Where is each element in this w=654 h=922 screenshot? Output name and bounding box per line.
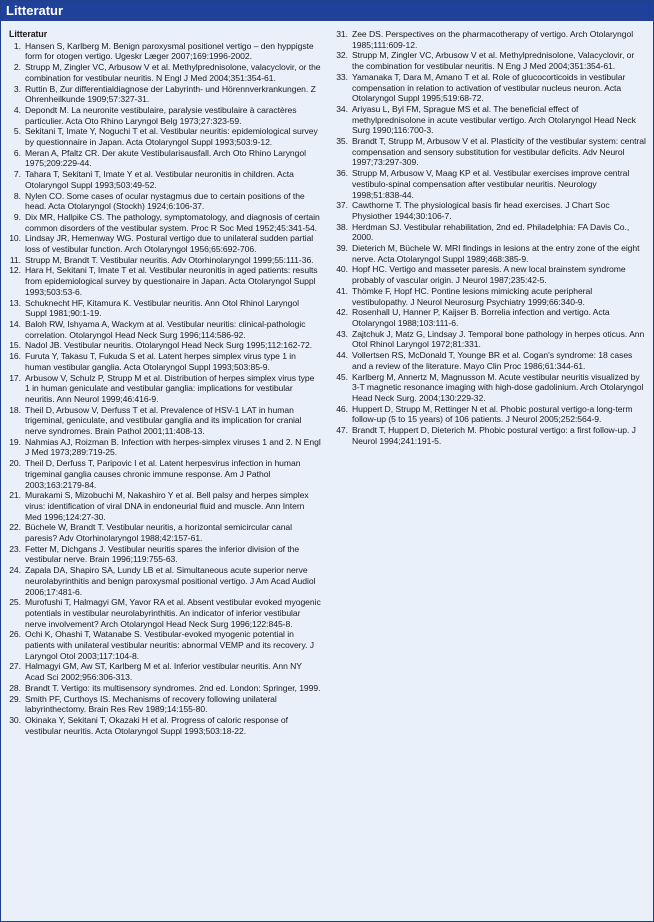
reference-item: [9, 694, 321, 715]
reference-item: [9, 126, 321, 147]
reference-text: Zapala DA, Shapiro SA, Lundy LB et al. Simultaneous acute superior nerve neurolabyrinthitis and benign paroxysmal positional vertigo. J Am Acad Audiol 2006;17:481-6.: [25, 565, 316, 597]
reference-number: 30.: [9, 715, 21, 725]
section-title: Litteratur: [9, 29, 48, 39]
reference-text: Strupp M, Zingler VC, Arbusow V et al. Methylprednisolone, Valacyclovir, or the combination for vestibular neuritis. N Eng J Med 2004;351:354-61.: [352, 50, 635, 72]
reference-number: 18.: [9, 404, 21, 415]
reference-number: 35.: [336, 136, 348, 147]
panel-body: [1, 23, 653, 921]
reference-item: [9, 715, 321, 736]
reference-number: 42.: [336, 307, 348, 318]
reference-item: [334, 286, 648, 307]
reference-item: [9, 351, 321, 372]
reference-text: Zajtchuk J, Matz G, Lindsay J. Temporal bone pathology in herpes oticus. Ann Otol Rhinol Laryngol 1972;81:331.: [352, 328, 645, 350]
reference-item: [9, 544, 321, 565]
reference-text: Baloh RW, Ishyama A, Wackym at al. Vestibular neuritis: clinical-pathologic correlation. Otolaryngol Head Neck Surg 1996;114:586-92.: [25, 318, 306, 340]
reference-item: [334, 72, 648, 104]
reference-item: [334, 29, 648, 50]
reference-item: [9, 255, 321, 266]
reference-item: [9, 522, 321, 543]
reference-text: Nadol JB. Vestibular neuritis. Otolaryngol Head Neck Surg 1995;112:162-72.: [25, 340, 313, 351]
reference-item: [9, 105, 321, 126]
reference-text: Ochi K, Ohashi T, Watanabe S. Vestibular-evoked myogenic potential in patients with unilateral vestibular neuritis: abnormal VEMP and its recovery. J Laryngol Otol 2003;117:104-8.: [25, 629, 315, 661]
reference-text: Fetter M, Dichgans J. Vestibular neuritis spares the inferior division of the vestibular nerve. Brain 1996;119:755-63.: [25, 543, 300, 565]
reference-text: Karlberg M, Annertz M, Magnusson M. Acute vestibular neuritis visualized by 3-T magnetic resonance imaging with high-dose gadolinium. Arch Otolaryngol Head Neck Surg. 2004;130:229-32.: [352, 371, 644, 403]
reference-item: [334, 50, 648, 71]
reference-column-right: [334, 29, 648, 446]
reference-text: Hansen S, Karlberg M. Benign paroxysmal positionel vertigo – den hyppigste form for otogen vertigo. Ugeskr Læger 2007;169:1996-2002.: [25, 40, 314, 62]
reference-number: 10.: [9, 233, 21, 244]
reference-item: [9, 191, 321, 212]
reference-text: Lindsay JR, Hemenway WG. Postural vertigo due to unilateral sudden partial loss of vestibular function. Arch Otolaryngol 1956;65:692-706.: [25, 233, 314, 255]
reference-text: Strupp M, Brandt T. Vestibular neuritis. Adv Otorhinolaryngol 1999;55:111-36.: [25, 254, 314, 265]
reference-text: Thömke F, Hopf HC. Pontine lesions mimicking acute peripheral vestibulopathy. J Neurol Neurosurg Psychiatry 1999;66:340-9.: [352, 285, 593, 307]
reference-number: 17.: [9, 372, 21, 383]
reference-number: 45.: [336, 371, 348, 382]
reference-text: Hara H, Sekitani T, Imate T et al. Vestibular neuronitis in aged patients: results from epidemiological survey by questionaire in Japan. Acta Otolaryngol Suppl 1993;503:53-6.: [25, 265, 318, 297]
reference-number: 4.: [13, 104, 21, 115]
reference-text: Nylen CO. Some cases of ocular nystagmus due to certain positions of the head. Acta Otolaryngol (Stockh) 1924;6:106-37.: [25, 190, 305, 212]
reference-text: Vollertsen RS, McDonald T, Younge BR et al. Cogan's syndrome: 18 cases and a review of the literature. Mayo Clin Proc 1986;61:344-61.: [352, 350, 633, 371]
reference-number: 38.: [336, 221, 348, 232]
reference-text: Büchele W, Brandt T. Vestibular neuritis, a horizontal semicircular canal paresis? Adv Otorhinolaryngol 1988;42:157-61.: [25, 522, 293, 544]
reference-text: Ariyasu L, Byl FM, Sprague MS et al. The beneficial effect of methylprednisolone in acute vestibular vertigo. Arch Otolaryngol Head Neck Surg 1990;116:700-3.: [352, 103, 636, 136]
reference-text: Theil D, Arbusow V, Derfuss T et al. Prevalence of HSV-1 LAT in human trigeminal, geniculate, and vestibular ganglia and its implication for cranial nerve syndromes. Brain Pathol 2001;11:408-13.: [25, 404, 302, 437]
reference-number: 19.: [9, 436, 21, 447]
reference-text: Halmagyi GM, Aw ST, Karlberg M et al. Inferior vestibular neuritis. Ann NY Acad Sci 2002;956:306-313.: [25, 661, 302, 683]
reference-item: [9, 490, 321, 522]
reference-item: [9, 661, 321, 682]
reference-number: 31.: [336, 29, 348, 39]
reference-text: Brandt T, Huppert D, Dieterich M. Phobic postural vertigo: a first follow-up. J Neurol 1994;241:191-5.: [352, 425, 636, 446]
reference-text: Dieterich M, Büchele W. MRI findings in lesions at the entry zone of the eight nerve. Acta Otolaryngol Suppl 1989;468:385-9.: [352, 243, 640, 264]
reference-number: 43.: [336, 328, 348, 339]
reference-number: 6.: [13, 147, 21, 158]
reference-number: 26.: [9, 629, 21, 640]
reference-number: 33.: [336, 71, 348, 82]
reference-number: 47.: [336, 425, 348, 436]
reference-item: [9, 340, 321, 351]
reference-item: [334, 425, 648, 446]
reference-number: 16.: [9, 351, 21, 362]
reference-number: 13.: [9, 297, 21, 308]
reference-number: 5.: [13, 126, 21, 137]
reference-text: Smith PF, Curthoys IS. Mechanisms of recovery following unilateral labyrinthectomy. Brain Res Rev 1989;14:155-80.: [25, 693, 277, 715]
reference-text: Rosenhall U, Hanner P, Kaijser B. Borrelia infection and vertigo. Acta Otolaryngol 1988;103:111-6.: [352, 307, 610, 328]
reference-item: [9, 565, 321, 597]
reference-column-left: [9, 29, 321, 736]
reference-text: Zee DS. Perspectives on the pharmacotherapy of vertigo. Arch Otolaryngol 1985;111:609-12.: [352, 29, 634, 50]
reference-number: 37.: [336, 200, 348, 211]
reference-item: [334, 200, 648, 221]
reference-number: 32.: [336, 50, 348, 61]
reference-text: Arbusow V, Schulz P, Strupp M et al. Distribution of herpes simplex virus type 1 in human geniculate and vestibular ganglia: implications for vestibular neuritis. Ann Neurol 1999;46:416-9.: [25, 372, 315, 404]
reference-number: 40.: [336, 264, 348, 275]
reference-number: 8.: [13, 190, 21, 201]
reference-text: Furuta Y, Takasu T, Fukuda S et al. Latent herpes simplex virus type 1 in human vestibular ganglia. Acta Otolaryngol Suppl 1993;503:85-9.: [25, 351, 296, 372]
reference-text: Cawthorne T. The physiological basis fir head exercises. J Chart Soc Physiother 1944;30:106-7.: [352, 200, 610, 221]
reference-text: Murofushi T, Halmagyi GM, Yavor RA et al. Absent vestibular evoked myogenic potentials in vestibular neurolabyrinthitis. An indicator of inferior vestibular nerve involvement? Arch Otolaryngol Head Neck Surg 1996;122:845-8.: [25, 597, 321, 629]
reference-item: [9, 683, 321, 694]
reference-number: 27.: [9, 661, 21, 672]
reference-number: 25.: [9, 597, 21, 608]
reference-text: Schuknecht HF, Kitamura K. Vestibular neuritis. Ann Otol Rhinol Laryngol Suppl 1981;90:1-19.: [25, 297, 299, 319]
reference-number: 28.: [9, 682, 21, 693]
reference-number: 23.: [9, 543, 21, 554]
reference-number: 21.: [9, 490, 21, 501]
reference-text: Hopf HC. Vertigo and masseter paresis. A new local brainstem syndrome probably of vascular origin. J Neurol 1987;235:42-5.: [352, 264, 626, 286]
reference-number: 12.: [9, 265, 21, 276]
reference-text: Strupp M, Arbusow V, Maag KP et al. Vestibular exercises improve central vestibulo-spinal compensation after vestibular neuritis. Neurology 1998;51:838-44.: [352, 168, 630, 200]
reference-number: 9.: [13, 211, 21, 222]
reference-item: [334, 350, 648, 371]
reference-number: 2.: [13, 62, 21, 73]
reference-item: [334, 136, 648, 168]
panel-header: [1, 1, 653, 21]
reference-item: [9, 233, 321, 254]
reference-number: 24.: [9, 565, 21, 576]
reference-item: [334, 264, 648, 285]
reference-item: [9, 169, 321, 190]
reference-number: 36.: [336, 168, 348, 179]
reference-item: [9, 437, 321, 458]
reference-item: [9, 458, 321, 490]
reference-item: [9, 629, 321, 661]
reference-number: 46.: [336, 403, 348, 414]
reference-text: Depondt M. La neuronite vestibulaire, paralysie vestibulaire à caractères particulier. Acta Oto Rhino Laryngol Belg 1973;27:323-59.: [25, 104, 297, 126]
reference-item: [334, 307, 648, 328]
reference-item: [334, 372, 648, 404]
reference-number: 20.: [9, 458, 21, 469]
reference-number: 11.: [9, 254, 21, 265]
reference-item: [9, 212, 321, 233]
reference-text: Strupp M, Zingler VC, Arbusow V et al. Methylprednisolone, valacyclovir, or the combination for vestibular neuritis. N Engl J Med 2004;351:354-61.: [25, 62, 321, 83]
reference-text: Okinaka Y, Sekitani T, Okazaki H et al. Progress of caloric response of vestibular neuritis. Acta Otolaryngol Suppl 1993;503:18-22.: [25, 715, 288, 736]
reference-number: 15.: [9, 340, 21, 351]
reference-text: Brandt T, Strupp M, Arbusow V et al. Plasticity of the vestibular system: central compensation and sensory substitution for vestibular deficits. Adv Neurol 1997;73:297-309.: [352, 136, 646, 168]
reference-item: [334, 404, 648, 425]
reference-text: Murakami S, Mizobuchi M, Nakashiro Y et al. Bell palsy and herpes simplex virus: identification of viral DNA in endoneurial fluid and muscle. Ann Intern Med 1996;124:27-30.: [25, 490, 309, 522]
reference-number: 7.: [13, 169, 21, 180]
reference-text: Theil D, Derfuss T, Paripovic I et al. Latent herpesvirus infection in human trigeminal ganglia causes chronic immune response. Am J Pathol 2003;163:2179-84.: [25, 458, 301, 490]
reference-item: [334, 329, 648, 350]
reference-text: Huppert D, Strupp M, Rettinger N et al. Phobic postural vertigo-a long-term follow-up (5 to 15 years) of 106 patients. J Neurol 2005;252:564-9.: [352, 403, 633, 425]
reference-item: [9, 319, 321, 340]
reference-number: 29.: [9, 693, 21, 704]
reference-text: Tahara T, Sekitani T, Imate Y et al. Vestibular neuronitis in children. Acta Otolaryngol Suppl 1993;503:49-52.: [25, 169, 294, 190]
reference-text: Dix MR, Hallpike CS. The pathology, symptomatology, and diagnosis of certain common disorders of the vestibular system. Proc R Soc Med 1952;45:341-54.: [25, 211, 320, 233]
reference-number: 22.: [9, 522, 21, 533]
reference-number: 44.: [336, 350, 348, 361]
reference-text: Meran A, Pfaltz CR. Der akute Vestibularisausfall. Arch Oto Rhino Laryngol 1975;209:229-44.: [25, 147, 306, 169]
reference-item: [9, 405, 321, 437]
reference-item: [9, 298, 321, 319]
reference-text: Ruttin B, Zur differentialdiagnose der Labyrinth- und Hörennverkrankungen. Z Ohrenheilkunde 1909;57:327-31.: [25, 83, 316, 105]
reference-text: Brandt T. Vertigo: its multisensory syndromes. 2nd ed. London: Springer, 1999.: [25, 682, 321, 693]
reference-item: [334, 222, 648, 243]
reference-number: 41.: [336, 285, 348, 296]
reference-item: [334, 104, 648, 136]
reference-text: Herdman SJ. Vestibular rehabilitation, 2nd ed. Philadelphia: FA Davis Co., 2000.: [352, 221, 630, 243]
reference-text: Sekitani T, Imate Y, Noguchi T et al. Vestibular neuritis: epidemiological survey by questionnaire in Japan. Acta Otolaryngol Suppl 1993;503:9-12.: [25, 126, 318, 148]
reference-item: [9, 41, 321, 62]
reference-number: 3.: [13, 83, 21, 94]
reference-number: 34.: [336, 103, 348, 114]
reference-item: [9, 148, 321, 169]
reference-item: [9, 84, 321, 105]
reference-text: Yamanaka T, Dara M, Amano T et al. Role of glucocorticoids in vestibular compensation in relation to activation of vestibular nucleus neuron. Acta Otolaryngol Suppl 1995;519:68-72.: [352, 71, 626, 104]
reference-item: [334, 168, 648, 200]
panel-title: Litteratur: [6, 3, 64, 18]
reference-item: [334, 243, 648, 264]
reference-item: [9, 62, 321, 83]
reference-item: [9, 265, 321, 297]
reference-number: 14.: [9, 318, 21, 329]
reference-number: 1.: [13, 40, 21, 51]
reference-item: [9, 373, 321, 405]
reference-item: [9, 597, 321, 629]
reference-text: Nahmias AJ, Roizman B. Infection with herpes-simplex viruses 1 and 2. N Engl J Med 1973;289:719-25.: [25, 436, 321, 458]
reference-number: 39.: [336, 243, 348, 254]
